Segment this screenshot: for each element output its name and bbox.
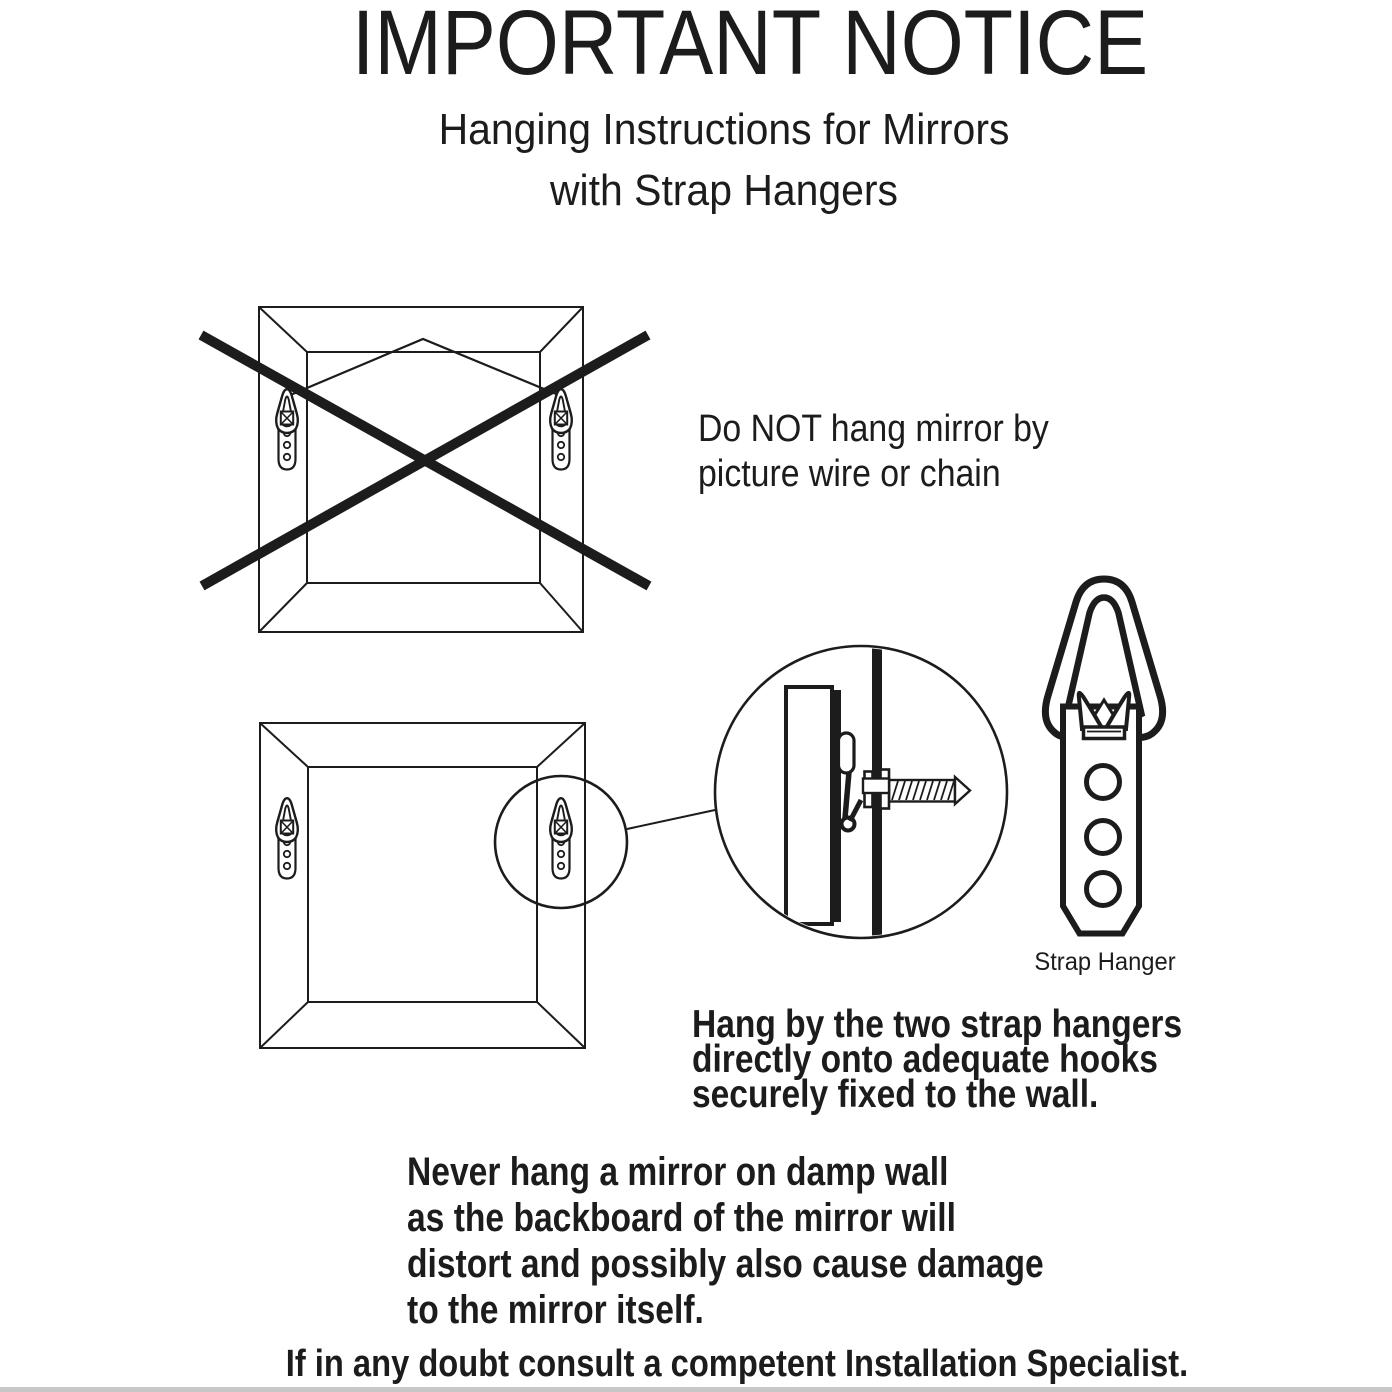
footer-advice-text: If in any doubt consult a competent Installation Specialist. bbox=[285, 1343, 1189, 1385]
hook-detail-circle bbox=[715, 600, 1007, 990]
strap-hanger-illustration bbox=[1045, 579, 1162, 934]
page-subtitle-line2: with Strap Hangers bbox=[550, 166, 898, 215]
wire-warning-line: Do NOT hang mirror by bbox=[698, 408, 1049, 450]
damp-wall-warning-line: to the mirror itself. bbox=[407, 1288, 704, 1332]
callout-connector-line bbox=[627, 810, 715, 829]
backboard-section bbox=[833, 690, 842, 922]
strap-hanger-caption: Strap Hanger bbox=[1034, 948, 1176, 976]
frame-cross-section bbox=[786, 687, 832, 924]
bottom-edge-strip bbox=[0, 1387, 1392, 1392]
hang-instruction-line: Hang by the two strap hangers bbox=[692, 1003, 1183, 1046]
wire-warning-text bbox=[698, 407, 1049, 497]
strap-hanger-mirror-diagram bbox=[260, 723, 715, 1048]
damp-wall-warning-line: Never hang a mirror on damp wall bbox=[407, 1150, 949, 1194]
crossed-mirror-diagram bbox=[201, 307, 649, 632]
damp-wall-warning-line: as the backboard of the mirror will bbox=[407, 1196, 956, 1240]
page-title: IMPORTANT NOTICE bbox=[351, 0, 1149, 94]
damp-wall-warning-text bbox=[407, 1149, 1044, 1333]
hang-instruction-line: securely fixed to the wall. bbox=[692, 1073, 1099, 1116]
hang-instruction-text bbox=[692, 1003, 1183, 1116]
hang-instruction-line: directly onto adequate hooks bbox=[692, 1038, 1158, 1081]
wire-warning-line: picture wire or chain bbox=[698, 453, 1001, 495]
damp-wall-warning-line: distort and possibly also cause damage bbox=[407, 1242, 1044, 1286]
page-subtitle-line1: Hanging Instructions for Mirrors bbox=[438, 105, 1010, 154]
